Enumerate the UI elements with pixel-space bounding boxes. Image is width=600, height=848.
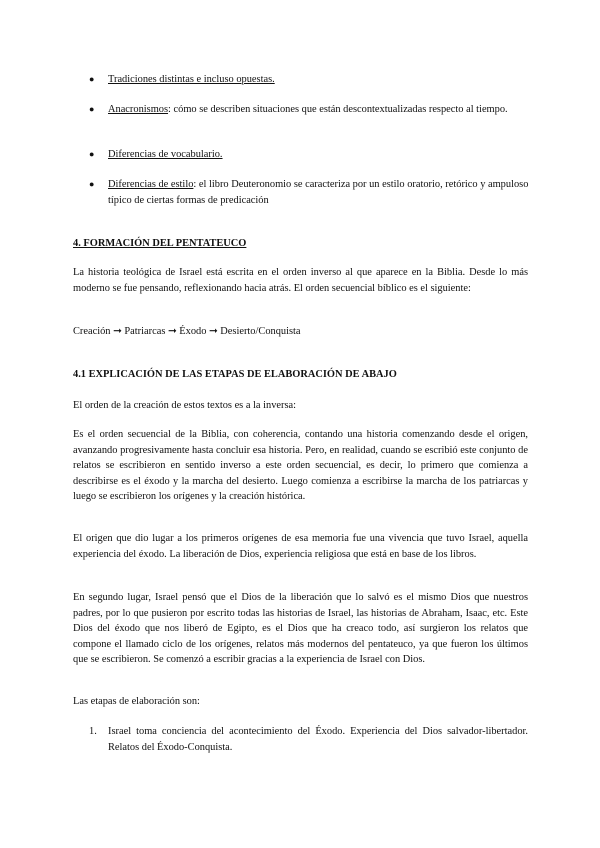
bullet-icon: ● xyxy=(89,74,95,84)
stage-text: Israel toma conciencia del acontecimiento del Éxodo. Experiencia del Dios salvador-libertador. Relatos del Éxodo-Conquista. xyxy=(108,726,528,753)
bullet-term: Anacronismos xyxy=(108,104,169,115)
bullet-icon: ● xyxy=(89,149,95,159)
bullet-text: : el libro Deuteronomio se caracteriza por un estilo oratorio, retórico y ampuloso típico de ciertas formas de predicación xyxy=(108,179,529,206)
bullet-text: : cómo se describen situaciones que están descontextualizadas respecto al tiempo. xyxy=(168,104,508,115)
section-4-intro: La historia teológica de Israel está escrita en el orden inverso al que aparece en la Biblia. Desde lo más moderno se fue pensando, reflexionando hacia atrás. El orden secuencial bíblico es el siguiente: xyxy=(73,267,528,294)
stage-item-1 xyxy=(89,724,528,755)
bullet-item-1 xyxy=(89,72,533,88)
section-4-1-paragraph-4: En segundo lugar, Israel pensó que el Dios de la liberación que lo salvó es el mismo Dios que nuestros padres, por lo que pusieron por escrito todas las historias de Israel, las historias de Abraham, Isaac, etc. Este Dios del éxodo que nos liberó de Egipto, es el Dios que ha creaco todo, así surgieron los relatos que compone el llamado ciclo de los orígenes, relatos más modernos del pentateuco, ya que fueron los últimos que se escribieron. Se comenzó a escribir gracias a la experiencia de Israel con Dios. xyxy=(73,592,528,665)
bullet-term: Diferencias de vocabulario. xyxy=(108,149,223,160)
stage-number: 1. xyxy=(89,726,97,737)
bullet-term: Diferencias de estilo xyxy=(108,179,194,190)
bullet-icon: ● xyxy=(89,104,95,114)
section-4-heading: 4. FORMACIÓN DEL PENTATEUCO xyxy=(73,238,247,249)
section-4-1-heading: 4.1 EXPLICACIÓN DE LAS ETAPAS DE ELABORACIÓN DE ABAJO xyxy=(73,369,397,380)
bullet-icon: ● xyxy=(89,179,95,189)
bullet-item-3 xyxy=(89,147,533,163)
bullet-item-2 xyxy=(89,102,533,118)
section-4-1-paragraph-2: Es el orden secuencial de la Biblia, con coherencia, contando una historia comenzando desde el origen, avanzando progresivamente hasta concluir esa historia. Pero, en realidad, cuando se escribió este conjunto de relatos se escribieron en sentido inverso a este orden secuencial, es decir, lo primero que comienza a describirse es el éxodo y la marcha del desierto. Luego comienza a escribirse la marcha de los patriarcas y luego se escribieron los orígenes y la creación histórica. xyxy=(73,429,528,502)
bullet-item-4 xyxy=(89,177,533,208)
section-4-1-paragraph-5: Las etapas de elaboración son: xyxy=(73,696,200,707)
bullet-term: Tradiciones distintas e incluso opuestas. xyxy=(108,74,275,85)
section-4-sequence: Creación ➞ Patriarcas ➞ Éxodo ➞ Desierto/Conquista xyxy=(73,326,301,337)
section-4-1-paragraph-3: El origen que dio lugar a los primeros orígenes de esa memoria fue una vivencia que tuvo Israel, aquella experiencia del éxodo. La liberación de Dios, experiencia religiosa que está en base de los libros. xyxy=(73,533,528,560)
section-4-1-paragraph-1: El orden de la creación de estos textos es a la inversa: xyxy=(73,400,297,411)
